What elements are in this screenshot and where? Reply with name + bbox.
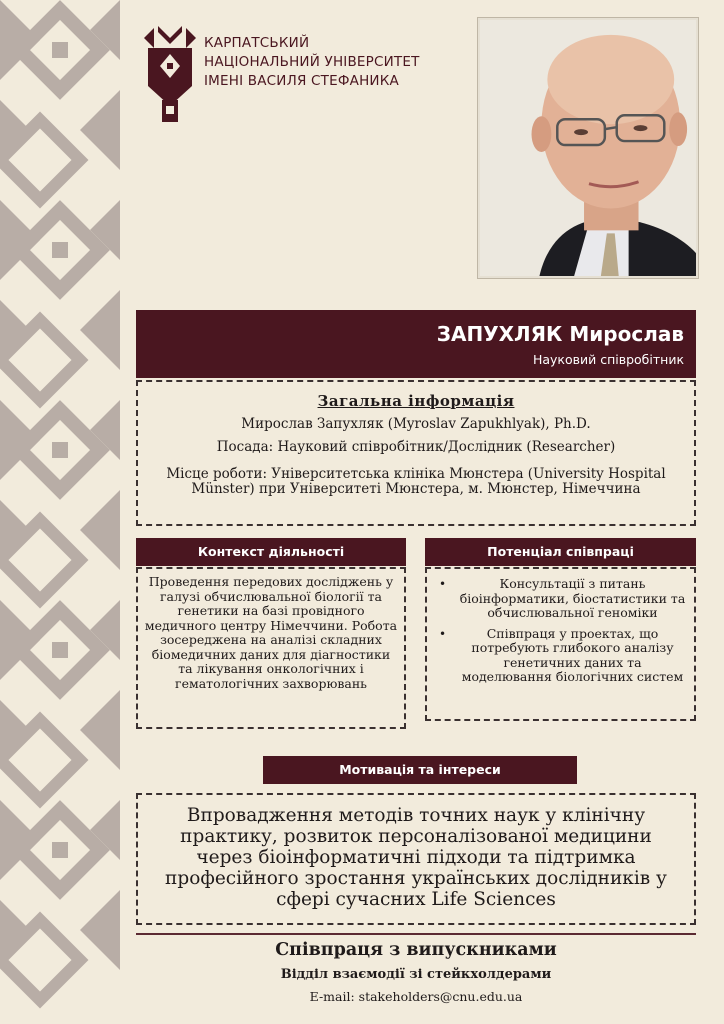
university-name-line2: НАЦІОНАЛЬНИЙ УНІВЕРСИТЕТ [204,54,420,70]
general-info-post: Посада: Науковий співробітник/Дослідник (Researcher) [216,439,616,455]
potential-item-text: Співпраця у проектах, що потребують глибокого аналізу генетичних даних та моделювання біологічних систем [461,625,684,684]
footer-divider [136,933,696,935]
list-item [437,627,686,685]
person-position: Науковий співробітник [532,352,684,367]
motivation-title: Мотивація та інтереси [263,756,577,784]
footer-department: Відділ взаємодії зі стейкхолдерами [280,967,552,982]
folk-ornament-pattern [0,0,120,1024]
general-info-title: Загальна інформація [317,392,515,410]
university-name-line3: ІМЕНІ ВАСИЛЯ СТЕФАНИКА [204,73,399,89]
context-text: Проведення передових досліджень у галузі обчислювальної біології та генетики на базі провідного медичного центру Німеччини. Робота зосереджена на аналізі складних біомедичних даних для діагностики та лікування онкологічних і гематологічних захворювань [144,574,398,691]
bullet-icon: • [439,626,447,641]
general-info-box [136,380,696,526]
name-banner [136,310,696,378]
motivation-text: Впровадження методів точних наук у клінічну практику, розвиток персоналізованої медицини через біоінформатичні підходи та підтримка професійного зростання українських дослідників у сфері сучасних Life Sciences [165,805,667,910]
potential-box [425,567,696,721]
general-info-workplace: Місце роботи: Університетська клініка Мюнстера (University Hospital Münster) при Університеті Мюнстера, м. Мюнстер, Німеччина [166,466,666,497]
potential-title: Потенціал співпраці [425,538,696,566]
university-name [204,34,454,91]
portrait-photo [477,17,699,279]
footer-email[interactable]: E-mail: stakeholders@cnu.edu.ua [309,989,523,1004]
motivation-box [136,793,696,925]
university-name-line1: КАРПАТСЬКИЙ [204,35,310,51]
context-box [136,567,406,729]
list-item [437,577,686,621]
potential-list [437,577,686,685]
footer-title: Співпраця з випускниками [275,940,557,960]
person-name: ЗАПУХЛЯК Мирослав [436,322,684,346]
bullet-icon: • [439,577,447,591]
potential-item-text: Консультації з питань біоінформатики, біостатистики та обчислювальної геноміки [459,576,686,620]
university-logo-emblem [144,26,196,122]
context-title: Контекст діяльності [136,538,406,566]
portrait-photo-image [480,20,696,276]
general-info-name: Мирослав Запухляк (Myroslav Zapukhlyak), Ph.D. [241,416,591,432]
